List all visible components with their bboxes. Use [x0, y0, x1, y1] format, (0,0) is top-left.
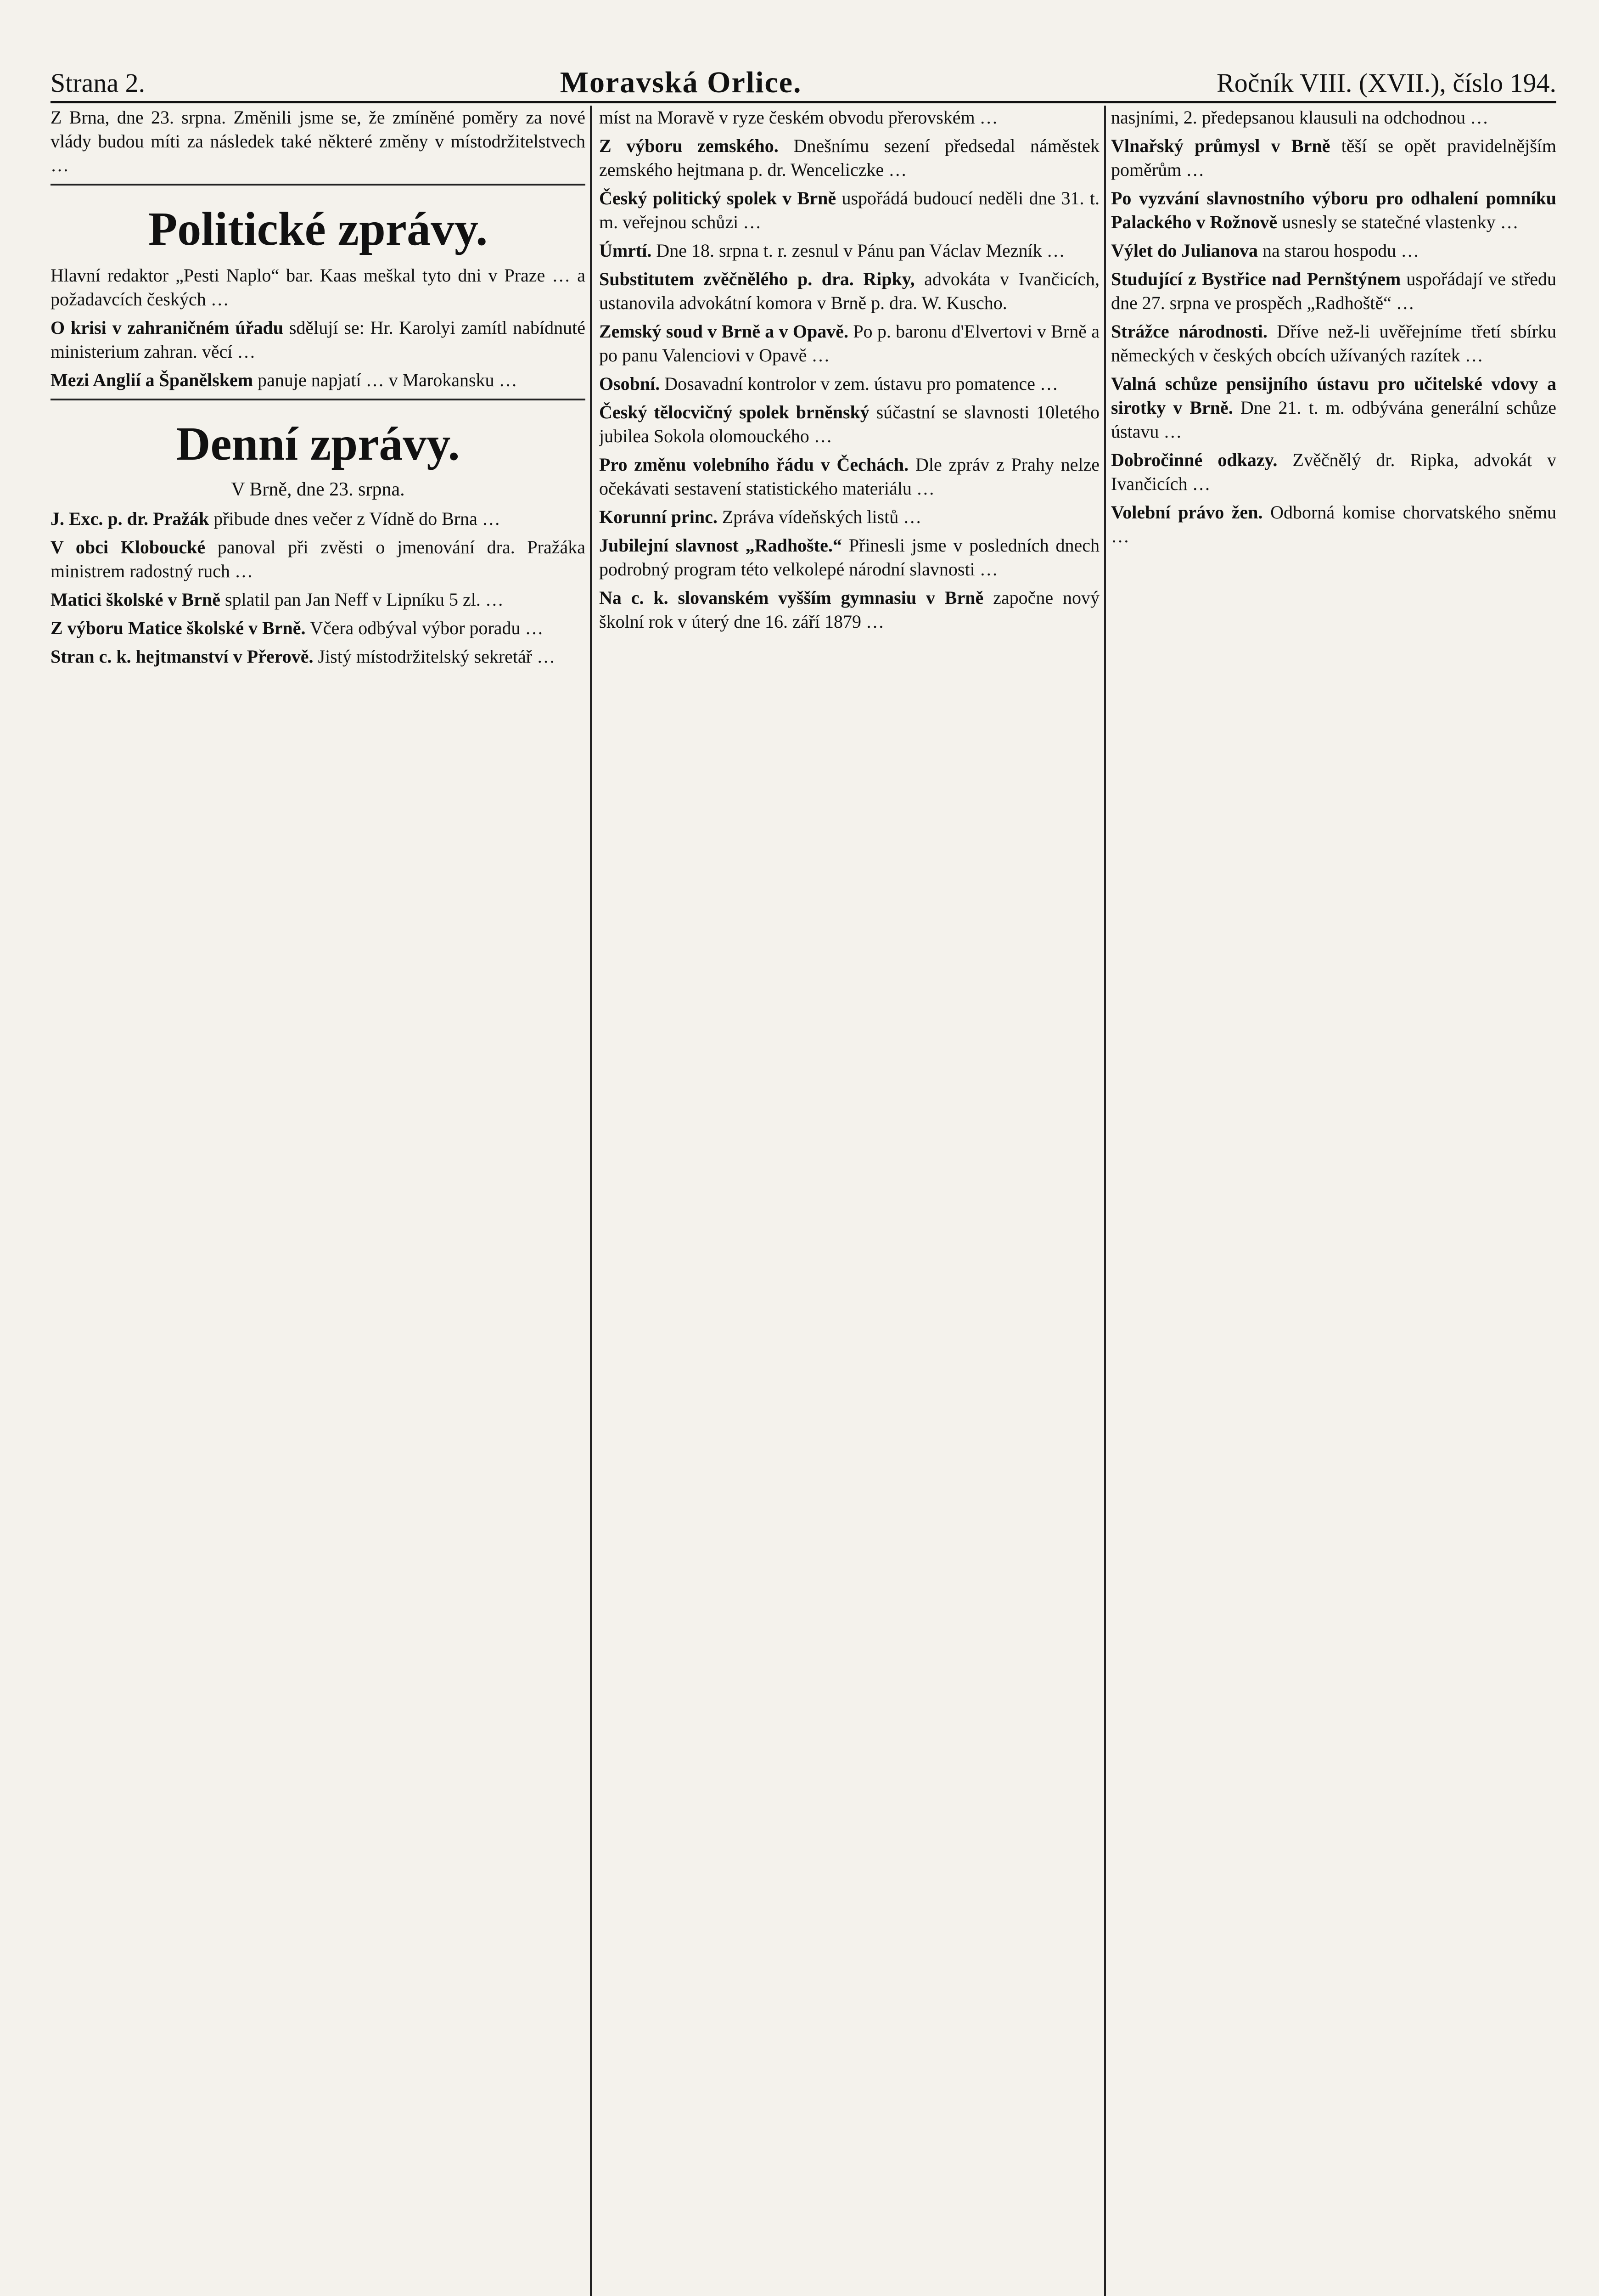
dateline: V Brně, dne 23. srpna.: [231, 479, 405, 500]
article-heading: Osobní.: [599, 373, 660, 394]
article: [1111, 372, 1556, 444]
article-heading: J. Exc. p. dr. Pražák: [50, 508, 209, 529]
article: [599, 400, 1100, 448]
article-text: na starou hospodu …: [1262, 240, 1419, 261]
article: [599, 134, 1100, 182]
section-title-denni: Denní zprávy.: [176, 417, 460, 470]
article-text: Jistý místodržitelský sekretář …: [318, 646, 555, 667]
article: [599, 186, 1100, 234]
article-text: Hlavní redaktor „Pesti Naplo“ bar. Kaas meškal tyto dni v Praze … a požadavcích českých …: [50, 265, 585, 310]
article-heading: Matici školské v Brně: [50, 589, 220, 610]
article: [50, 507, 585, 531]
article-heading: O krisi v zahraničném úřadu: [50, 317, 283, 338]
article-heading: Volební právo žen.: [1111, 502, 1263, 523]
article-text: Dle zpráv z Prahy nelze očekávati sestavení statistického materiálu …: [599, 454, 1100, 499]
article-text: Dnešnímu sezení předsedal náměstek zemského hejtmana p. dr. Wenceliczke …: [599, 135, 1100, 180]
article-heading: Strážce národnosti.: [1111, 321, 1268, 342]
article-text: panuje napjatí … v Marokansku …: [258, 370, 517, 390]
article-text: těší se opět pravidelnějším poměrům …: [1111, 135, 1556, 180]
article: [1111, 320, 1556, 367]
article: [50, 616, 585, 640]
section-rule: [50, 399, 585, 400]
article-text: panoval při zvěsti o jmenování dra. Pražáka ministrem radostný ruch …: [50, 537, 585, 581]
article: [1111, 501, 1556, 548]
page-header: [50, 64, 1556, 103]
column-3: [1111, 106, 1556, 2296]
issue-info: Ročník VIII. (XVII.), číslo 194.: [1217, 68, 1556, 98]
article-text: Po p. baronu d'Elvertovi v Brně a po panu Valenciovi v Opavě …: [599, 321, 1100, 366]
article-text: Dříve než-li uvěřejníme třetí sbírku německých v českých obcích užívaných razítek …: [1111, 321, 1556, 366]
article-opening: Z Brna, dne 23. srpna. Změnili jsme se, že zmíněné poměry za nové vlády budou míti za následek také některé změny v místodržitelstvech …: [50, 107, 585, 175]
article: [1111, 267, 1556, 315]
column-1: [50, 106, 585, 2296]
article-text: sdělují se: Hr. Karolyi zamítl nabídnuté ministerium zahran. věcí …: [50, 317, 585, 362]
column-divider: [590, 106, 592, 2296]
article: [50, 316, 585, 364]
article: [599, 372, 1100, 396]
article-heading: Jubilejní slavnost „Radhošte.“: [599, 535, 842, 556]
article: [599, 453, 1100, 501]
article-heading: Mezi Anglií a Španělskem: [50, 370, 253, 390]
article-heading: Korunní princ.: [599, 506, 718, 527]
column-divider: [1104, 106, 1106, 2296]
article-heading: V obci Kloboucké: [50, 537, 206, 557]
section-title-politicke: Politické zprávy.: [148, 203, 488, 255]
article: [1111, 134, 1556, 182]
article: [599, 267, 1100, 315]
article-heading: Český politický spolek v Brně: [599, 188, 836, 208]
article-text: advokáta v Ivančicích, ustanovila advokátní komora v Brně p. dra. W. Kuscho.: [599, 269, 1100, 313]
column-2: [599, 106, 1100, 2296]
article: [599, 320, 1100, 367]
article-heading: Valná schůze pensijního ústavu pro učitelské vdovy a sirotky v Brně.: [1111, 373, 1556, 418]
article-text: Přinesli jsme v posledních dnech podrobný program této velkolepé národní slavnosti …: [599, 535, 1100, 580]
section-rule: [50, 184, 585, 186]
article: [599, 239, 1100, 263]
article: [599, 534, 1100, 581]
article-text: Dosavadní kontrolor v zem. ústavu pro pomatence …: [664, 373, 1058, 394]
article-text: Včera odbýval výbor poradu …: [309, 618, 544, 638]
article-heading: Z výboru Matice školské v Brně.: [50, 618, 306, 638]
article-text: súčastní se slavnosti 10letého jubilea Sokola olomouckého …: [599, 402, 1100, 446]
newspaper-title: Moravská Orlice.: [560, 66, 802, 99]
article-heading: Úmrtí.: [599, 240, 652, 261]
article-heading: Dobročinné odkazy.: [1111, 450, 1278, 470]
article: [50, 368, 585, 392]
article-text: Dne 18. srpna t. r. zesnul v Pánu pan Václav Mezník …: [656, 240, 1065, 261]
article-text: nasjními, 2. předepsanou klausuli na odchodnou …: [1111, 107, 1489, 128]
article-heading: Pro změnu volebního řádu v Čechách.: [599, 454, 909, 475]
article-text: uspořádají ve středu dne 27. srpna ve prospěch „Radhoště“ …: [1111, 269, 1556, 313]
article-text: započne nový školní rok v úterý dne 16. září 1879 …: [599, 587, 1100, 632]
page-number: Strana 2.: [50, 68, 146, 98]
article: [599, 505, 1100, 529]
article-text: Dne 21. t. m. odbývána generální schůze ústavu …: [1111, 397, 1556, 442]
article-text: usnesly se statečné vlastenky …: [1282, 212, 1519, 232]
article-heading: Český tělocvičný spolek brněnský: [599, 402, 870, 422]
article-heading: Z výboru zemského.: [599, 135, 779, 156]
article: [599, 586, 1100, 634]
article-text: Zpráva vídeňských listů …: [722, 506, 922, 527]
article-text: míst na Moravě v ryze českém obvodu přerovském …: [599, 107, 998, 128]
article-heading: Studující z Bystřice nad Pernštýnem: [1111, 269, 1401, 289]
article-text: splatil pan Jan Neff v Lipníku 5 zl. …: [224, 589, 504, 610]
article-heading: Po vyzvání slavnostního výboru pro odhalení pomníku Palackého v Rožnově: [1111, 188, 1556, 232]
article-heading: Substitutem zvěčnělého p. dra. Ripky,: [599, 269, 915, 289]
article-text: přibude dnes večer z Vídně do Brna …: [213, 508, 500, 529]
article-heading: Zemský soud v Brně a v Opavě.: [599, 321, 848, 342]
article-heading: Výlet do Julianova: [1111, 240, 1258, 261]
article-text: uspořádá budoucí neděli dne 31. t. m. veřejnou schůzi …: [599, 188, 1100, 232]
article-text: Zvěčnělý dr. Ripka, advokát v Ivančicích …: [1111, 450, 1556, 494]
article: [50, 535, 585, 583]
article-heading: Vlnařský průmysl v Brně: [1111, 135, 1330, 156]
article-heading: Na c. k. slovanském vyšším gymnasiu v Brně: [599, 587, 984, 608]
article: [1111, 448, 1556, 496]
article: [1111, 186, 1556, 234]
article: [50, 645, 585, 669]
article: [1111, 239, 1556, 263]
article-heading: Stran c. k. hejtmanství v Přerově.: [50, 646, 314, 667]
article-text: Odborná komise chorvatského sněmu …: [1111, 502, 1556, 546]
article: [50, 588, 585, 612]
